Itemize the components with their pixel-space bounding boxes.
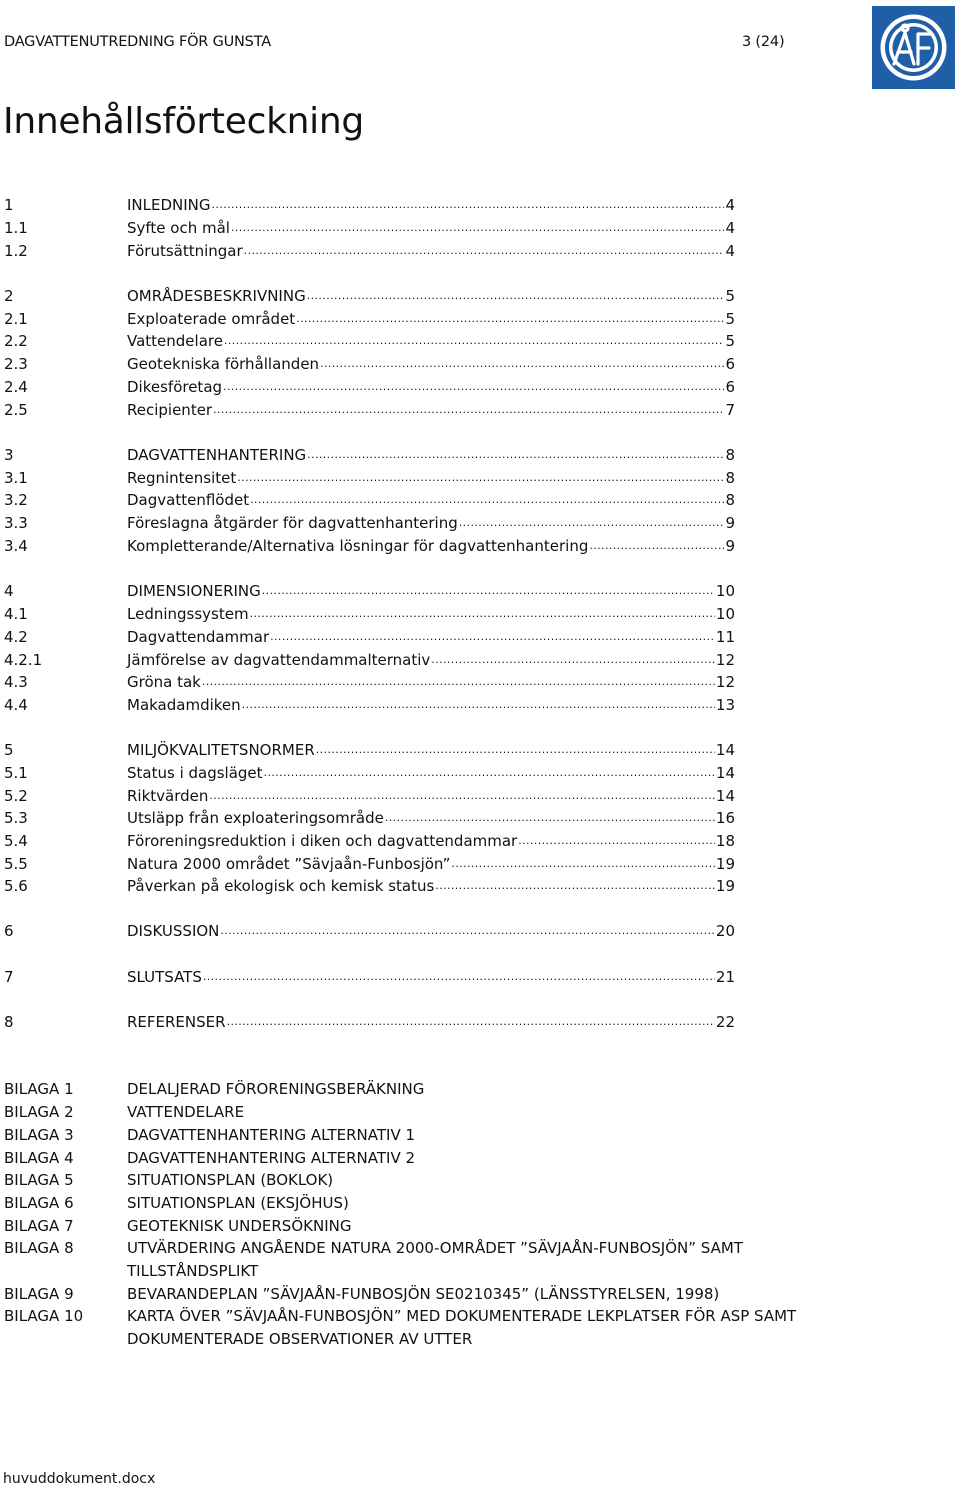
toc-number: 5.5 <box>4 855 28 873</box>
toc-title: Utsläpp från exploateringsområde <box>127 809 384 827</box>
toc-page: 4 <box>725 219 735 237</box>
toc-entry[interactable] <box>0 763 735 783</box>
toc-page: 7 <box>725 401 735 419</box>
toc-entry[interactable] <box>0 468 735 488</box>
toc-leader <box>459 513 725 533</box>
toc-leader <box>316 740 715 760</box>
appendix-title: DAGVATTENHANTERING ALTERNATIV 1 <box>127 1126 416 1144</box>
appendix-label: BILAGA 4 <box>4 1149 74 1167</box>
footer-filename: huvuddokument.docx <box>3 1471 156 1487</box>
toc-page: 10 <box>715 582 735 600</box>
toc-number: 5.3 <box>4 809 28 827</box>
toc-leader <box>202 672 715 692</box>
toc-number: 4.2 <box>4 628 28 646</box>
toc-title: Natura 2000 området ”Sävjaån-Funbosjön” <box>127 855 451 873</box>
toc-number: 2.1 <box>4 310 28 328</box>
toc-leader <box>296 309 724 329</box>
toc-title: OMRÅDESBESKRIVNING <box>127 287 306 305</box>
toc-title: Recipienter <box>127 401 213 419</box>
toc-number: 3.1 <box>4 469 28 487</box>
toc-entry[interactable] <box>0 513 735 533</box>
appendix-label: BILAGA 10 <box>4 1307 84 1325</box>
toc-page: 18 <box>715 832 735 850</box>
toc-entry[interactable] <box>0 967 735 987</box>
toc-page: 13 <box>715 696 735 714</box>
appendix-title: UTVÄRDERING ANGÅENDE NATURA 2000-OMRÅDET ”SÄVJAÅN-FUNBOSJÖN” SAMT TILLSTÅNDSPLIKT <box>127 1239 743 1280</box>
appendix-label: BILAGA 3 <box>4 1126 74 1144</box>
toc-title: Dagvattenflödet <box>127 491 250 509</box>
toc-leader <box>262 581 715 601</box>
toc-leader <box>212 195 725 215</box>
toc-page: 8 <box>725 446 735 464</box>
toc-leader <box>589 536 724 556</box>
toc-number: 4 <box>4 582 14 600</box>
toc-page: 4 <box>725 242 735 260</box>
toc-entry[interactable] <box>0 627 735 647</box>
toc-leader <box>451 854 715 874</box>
toc-number: 6 <box>4 922 14 940</box>
toc-page: 19 <box>715 877 735 895</box>
appendix-label: BILAGA 8 <box>4 1239 74 1257</box>
toc-leader <box>213 400 724 420</box>
toc-entry[interactable] <box>0 695 735 715</box>
toc-entry[interactable] <box>0 831 735 851</box>
toc-number: 8 <box>4 1013 14 1031</box>
appendix-title: VATTENDELARE <box>127 1103 245 1121</box>
appendix-label: BILAGA 2 <box>4 1103 74 1121</box>
toc-leader <box>227 1012 715 1032</box>
toc-leader <box>209 786 715 806</box>
toc-leader <box>220 921 715 941</box>
toc-number: 2.4 <box>4 378 28 396</box>
toc-title: Ledningssystem <box>127 605 249 623</box>
toc-leader <box>264 763 715 783</box>
toc-title: Föreslagna åtgärder för dagvattenhantering <box>127 514 458 532</box>
toc-title: Regnintensitet <box>127 469 237 487</box>
toc-number: 5.6 <box>4 877 28 895</box>
toc-page: 16 <box>715 809 735 827</box>
toc-page: 11 <box>715 628 735 646</box>
appendix-label: BILAGA 9 <box>4 1285 74 1303</box>
toc-number: 1.1 <box>4 219 28 237</box>
toc-number: 1 <box>4 196 14 214</box>
toc-leader <box>203 967 715 987</box>
toc-number: 3.3 <box>4 514 28 532</box>
toc-leader <box>231 218 724 238</box>
toc-number: 5.2 <box>4 787 28 805</box>
appendix-title: DAGVATTENHANTERING ALTERNATIV 2 <box>127 1149 416 1167</box>
appendix-item <box>0 1169 900 1192</box>
toc-page: 6 <box>725 355 735 373</box>
appendix-item <box>0 1124 900 1147</box>
toc-leader <box>237 468 724 488</box>
toc-leader <box>224 331 724 351</box>
toc-page: 10 <box>715 605 735 623</box>
toc-entry[interactable] <box>0 445 735 465</box>
toc-title: Syfte och mål <box>127 219 230 237</box>
appendix-item <box>0 1078 900 1101</box>
toc-title: Status i dagsläget <box>127 764 263 782</box>
toc-title: Makadamdiken <box>127 696 241 714</box>
toc-number: 2.5 <box>4 401 28 419</box>
toc-page: 14 <box>715 741 735 759</box>
appendix-item <box>0 1101 900 1124</box>
toc-page: 20 <box>715 922 735 940</box>
appendix-item <box>0 1147 900 1170</box>
toc-page: 9 <box>725 514 735 532</box>
toc-leader <box>435 876 715 896</box>
toc-title: Föroreningsreduktion i diken och dagvattendammar <box>127 832 518 850</box>
appendix-title: KARTA ÖVER ”SÄVJAÅN-FUNBOSJÖN” MED DOKUMENTERADE LEKPLATSER FÖR ASP SAMT DOKUMENTERADE OBSERVATIONER AV UTTER <box>127 1307 797 1348</box>
appendix-label: BILAGA 6 <box>4 1194 74 1212</box>
toc-entry[interactable] <box>0 921 735 941</box>
toc-entry[interactable] <box>0 808 735 828</box>
toc-title: DIMENSIONERING <box>127 582 261 600</box>
toc-title: SLUTSATS <box>127 968 202 986</box>
toc-leader <box>307 445 724 465</box>
toc-entry[interactable] <box>0 536 735 556</box>
page-title: Innehållsförteckning <box>3 101 364 142</box>
toc-entry[interactable] <box>0 377 735 397</box>
appendix-title: SITUATIONSPLAN (EKSJÖHUS) <box>127 1194 349 1212</box>
toc-page: 19 <box>715 855 735 873</box>
toc-title: DISKUSSION <box>127 922 220 940</box>
toc-number: 2 <box>4 287 14 305</box>
toc-title: Geotekniska förhållanden <box>127 355 320 373</box>
toc-page: 5 <box>725 287 735 305</box>
appendix-label: BILAGA 1 <box>4 1080 74 1098</box>
toc-number: 2.2 <box>4 332 28 350</box>
toc-leader <box>431 650 715 670</box>
toc-entry[interactable] <box>0 309 735 329</box>
toc-title: Påverkan på ekologisk och kemisk status <box>127 877 435 895</box>
toc-title: REFERENSER <box>127 1013 226 1031</box>
appendix-item <box>0 1283 900 1306</box>
toc-title: Vattendelare <box>127 332 223 350</box>
toc-leader <box>518 831 715 851</box>
toc-number: 3.2 <box>4 491 28 509</box>
appendix-item <box>0 1215 900 1238</box>
toc-number: 5.4 <box>4 832 28 850</box>
toc-title: MILJÖKVALITETSNORMER <box>127 741 315 759</box>
toc-page: 5 <box>725 332 735 350</box>
toc-leader <box>250 490 724 510</box>
toc-entry[interactable] <box>0 218 735 238</box>
toc-page: 21 <box>715 968 735 986</box>
toc-number: 4.3 <box>4 673 28 691</box>
toc-title: Gröna tak <box>127 673 201 691</box>
appendix-title: BEVARANDEPLAN ”SÄVJAÅN-FUNBOSJÖN SE0210345” (LÄNSSTYRELSEN, 1998) <box>127 1285 720 1303</box>
appendix-title: DELALJERAD FÖRORENINGSBERÄKNING <box>127 1080 425 1098</box>
toc-title: Riktvärden <box>127 787 209 805</box>
toc-page: 4 <box>725 196 735 214</box>
toc-title: INLEDNING <box>127 196 211 214</box>
toc-title: Exploaterade området <box>127 310 296 328</box>
appendix-item <box>0 1192 900 1215</box>
toc-entry[interactable] <box>0 1012 735 1032</box>
toc-page: 14 <box>715 764 735 782</box>
toc-number: 4.4 <box>4 696 28 714</box>
toc-entry[interactable] <box>0 876 735 896</box>
toc-page: 5 <box>725 310 735 328</box>
toc-number: 4.2.1 <box>4 651 43 669</box>
toc-entry[interactable] <box>0 581 735 601</box>
toc-leader <box>244 241 725 261</box>
toc-page: 22 <box>715 1013 735 1031</box>
toc-leader <box>270 627 715 647</box>
toc-entry[interactable] <box>0 740 735 760</box>
toc-entry[interactable] <box>0 650 735 670</box>
toc-number: 5.1 <box>4 764 28 782</box>
toc-title: Kompletterande/Alternativa lösningar för dagvattenhantering <box>127 537 589 555</box>
toc-page: 9 <box>725 537 735 555</box>
toc-title: Jämförelse av dagvattendammalternativ <box>127 651 431 669</box>
toc-entry[interactable] <box>0 354 735 374</box>
toc-leader <box>307 286 725 306</box>
appendix-item <box>0 1305 900 1350</box>
toc-title: Dagvattendammar <box>127 628 270 646</box>
toc-leader <box>250 604 715 624</box>
toc-page: 14 <box>715 787 735 805</box>
toc-number: 2.3 <box>4 355 28 373</box>
toc-entry[interactable] <box>0 195 735 215</box>
page-number: 3 (24) <box>742 34 785 50</box>
toc-leader <box>242 695 715 715</box>
appendix-label: BILAGA 5 <box>4 1171 74 1189</box>
toc-entry[interactable] <box>0 490 735 510</box>
appendix-title: GEOTEKNISK UNDERSÖKNING <box>127 1217 352 1235</box>
toc-entry[interactable] <box>0 604 735 624</box>
toc-page: 8 <box>725 469 735 487</box>
toc-number: 3 <box>4 446 14 464</box>
toc-number: 1.2 <box>4 242 28 260</box>
toc-entry[interactable] <box>0 286 735 306</box>
toc-page: 12 <box>715 651 735 669</box>
toc-number: 7 <box>4 968 14 986</box>
toc-page: 6 <box>725 378 735 396</box>
toc-number: 4.1 <box>4 605 28 623</box>
appendix-item <box>0 1237 900 1282</box>
toc-entry[interactable] <box>0 854 735 874</box>
toc-title: Förutsättningar <box>127 242 243 260</box>
toc-entry[interactable] <box>0 786 735 806</box>
toc-title: DAGVATTENHANTERING <box>127 446 307 464</box>
toc-entry[interactable] <box>0 331 735 351</box>
toc-entry[interactable] <box>0 672 735 692</box>
appendix-title: SITUATIONSPLAN (BOKLOK) <box>127 1171 334 1189</box>
document-title: DAGVATTENUTREDNING FÖR GUNSTA <box>4 34 271 50</box>
toc-leader <box>223 377 724 397</box>
toc-number: 3.4 <box>4 537 28 555</box>
toc-page: 12 <box>715 673 735 691</box>
toc-page: 8 <box>725 491 735 509</box>
toc-entry[interactable] <box>0 400 735 420</box>
toc-entry[interactable] <box>0 241 735 261</box>
toc-leader <box>320 354 724 374</box>
appendix-label: BILAGA 7 <box>4 1217 74 1235</box>
page-header <box>0 34 800 56</box>
toc-title: Dikesföretag <box>127 378 223 396</box>
toc-leader <box>385 808 715 828</box>
af-logo-icon <box>872 6 955 89</box>
toc-number: 5 <box>4 741 14 759</box>
